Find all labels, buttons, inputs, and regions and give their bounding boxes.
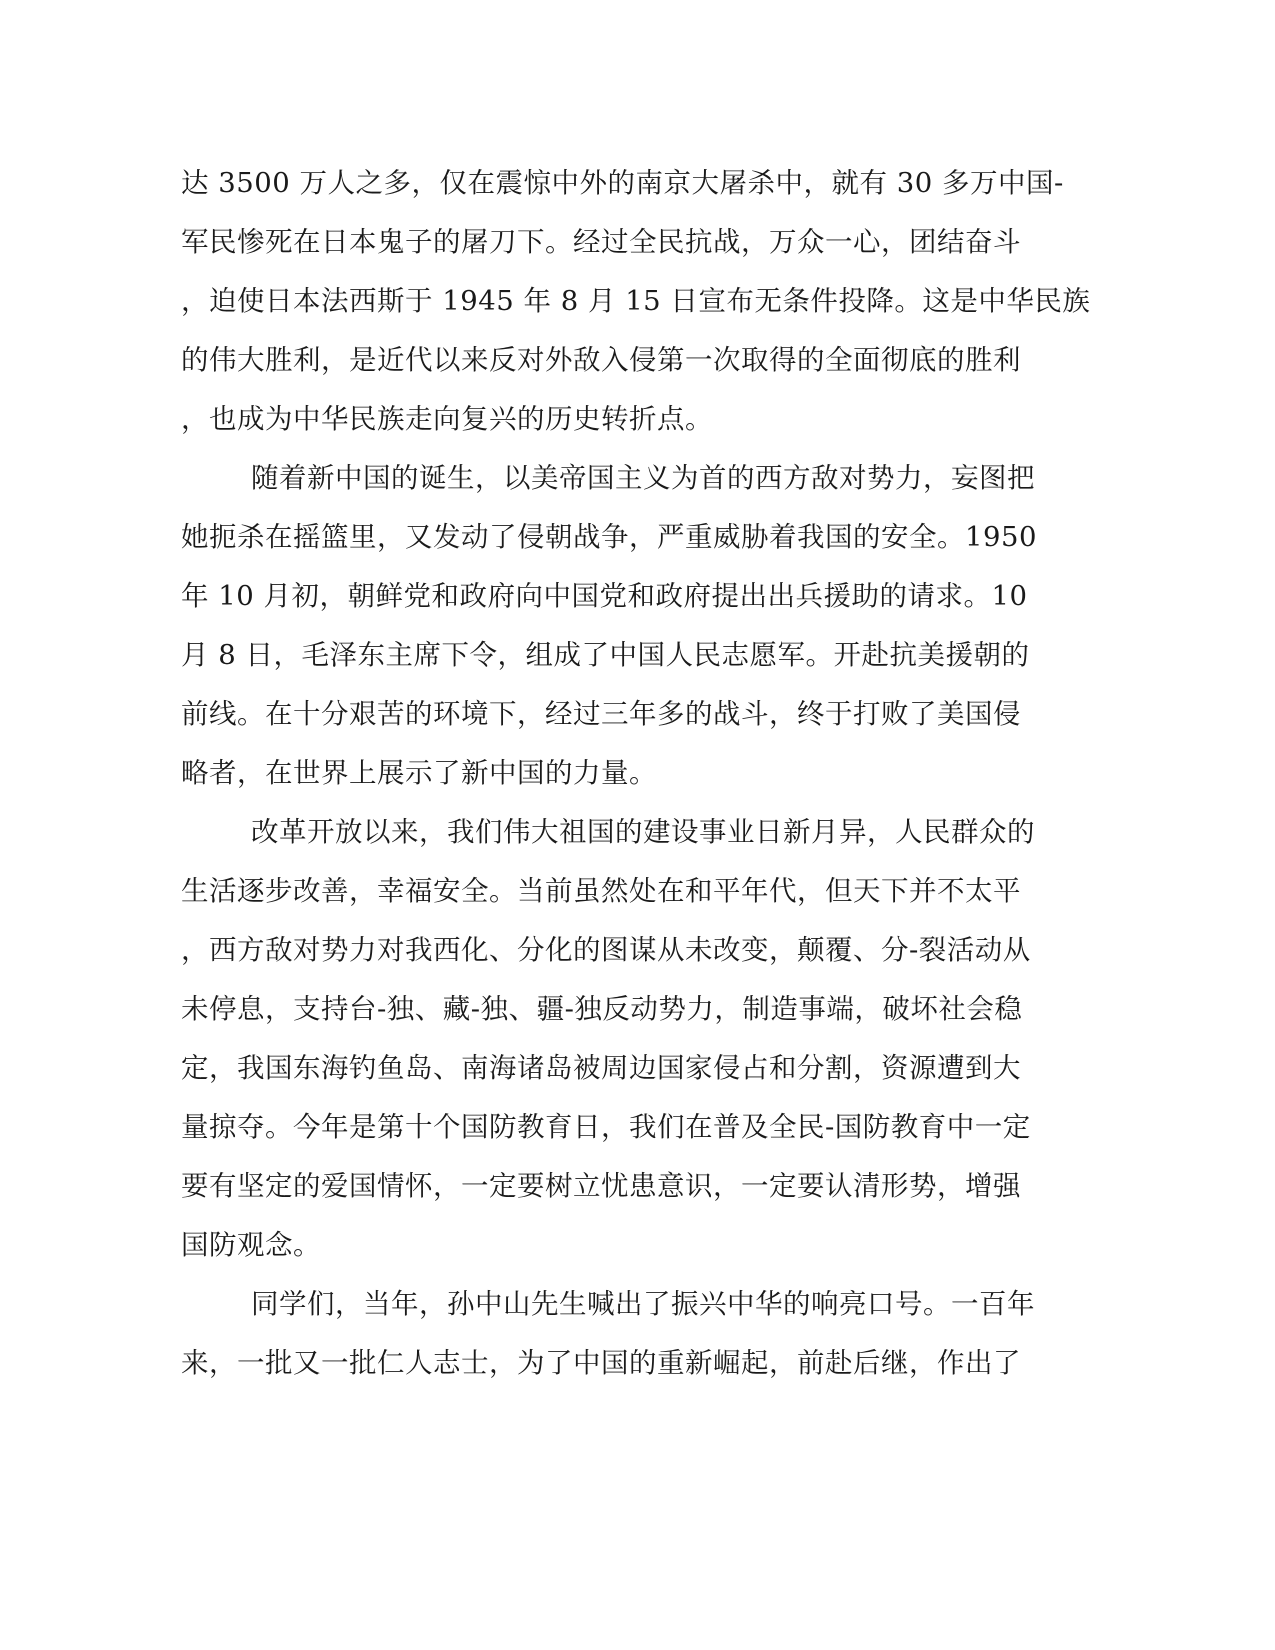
text-line: 定，我国东海钓鱼岛、南海诸岛被周边国家侵占和分割，资源遭到大 <box>181 1052 1021 1084</box>
text-line: 国防观念。 <box>181 1229 321 1261</box>
text-line: 军民惨死在日本鬼子的屠刀下。经过全民抗战，万众一心，团结奋斗 <box>181 226 1021 258</box>
body-text <box>181 156 1091 1395</box>
text-line: 年 10 月初，朝鲜党和政府向中国党和政府提出出兵援助的请求。10 <box>181 580 1028 612</box>
text-line: ，也成为中华民族走向复兴的历史转折点。 <box>181 403 713 435</box>
text-line: 随着新中国的诞生，以美帝国主义为首的西方敌对势力，妄图把 <box>251 462 1035 494</box>
text-line: 同学们，当年，孙中山先生喊出了振兴中华的响亮口号。一百年 <box>251 1288 1035 1320</box>
text-line: 量掠夺。今年是第十个国防教育日，我们在普及全民-国防教育中一定 <box>181 1111 1031 1143</box>
text-line: 她扼杀在摇篮里，又发动了侵朝战争，严重威胁着我国的安全。1950 <box>181 521 1037 553</box>
text-line: ，西方敌对势力对我西化、分化的图谋从未改变，颠覆、分-裂活动从 <box>181 934 1031 966</box>
text-line: ，迫使日本法西斯于 1945 年 8 月 15 日宣布无条件投降。这是中华民族 <box>181 285 1091 317</box>
text-line: 未停息，支持台-独、藏-独、疆-独反动势力，制造事端，破坏社会稳 <box>181 993 1023 1025</box>
text-line: 略者，在世界上展示了新中国的力量。 <box>181 757 657 789</box>
text-line: 要有坚定的爱国情怀，一定要树立忧患意识，一定要认清形势，增强 <box>181 1170 1021 1202</box>
text-line: 的伟大胜利，是近代以来反对外敌入侵第一次取得的全面彻底的胜利 <box>181 344 1021 376</box>
text-line: 生活逐步改善，幸福安全。当前虽然处在和平年代，但天下并不太平 <box>181 875 1021 907</box>
text-line: 改革开放以来，我们伟大祖国的建设事业日新月异，人民群众的 <box>251 816 1035 848</box>
text-line: 月 8 日，毛泽东主席下令，组成了中国人民志愿军。开赴抗美援朝的 <box>181 639 1030 671</box>
text-line: 来，一批又一批仁人志士，为了中国的重新崛起，前赴后继，作出了 <box>181 1347 1021 1379</box>
text-line: 达 3500 万人之多，仅在震惊中外的南京大屠杀中，就有 30 多万中国- <box>181 167 1064 199</box>
text-line: 前线。在十分艰苦的环境下，经过三年多的战斗，终于打败了美国侵 <box>181 698 1021 730</box>
